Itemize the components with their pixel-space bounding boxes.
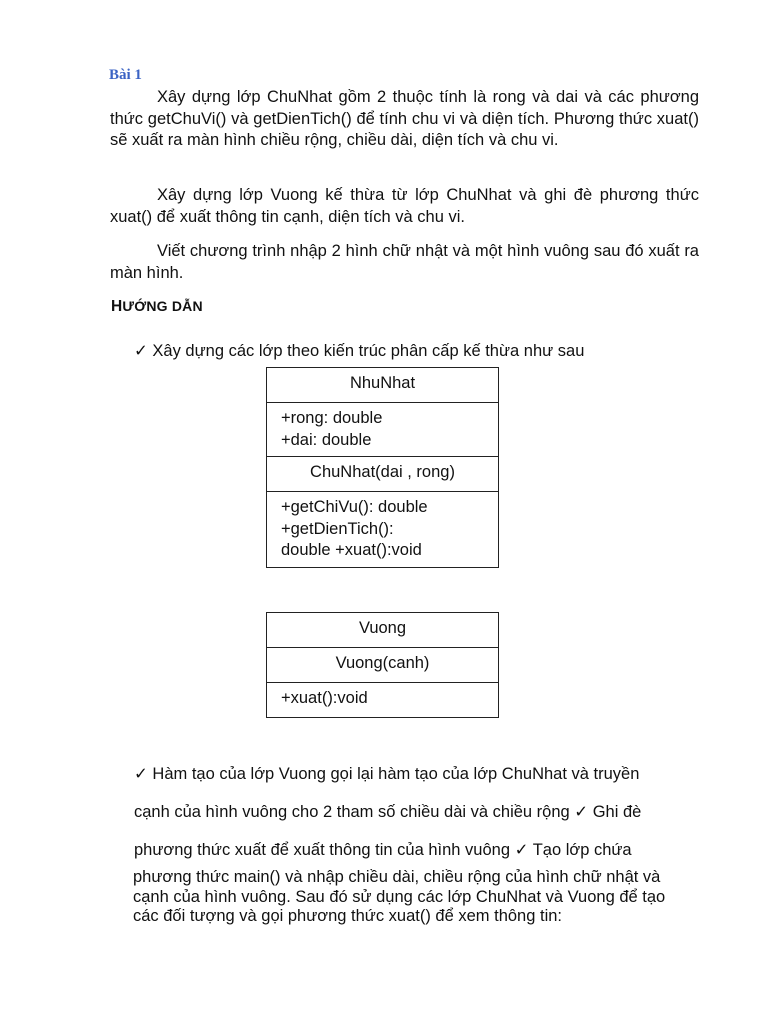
uml-attribute: +dai: double	[281, 430, 372, 449]
paragraph-1	[110, 87, 699, 152]
paragraph-2	[110, 185, 699, 228]
uml-attributes	[267, 402, 498, 456]
uml-method: +getDienTich():	[281, 519, 394, 538]
uml-class-chunhat	[266, 367, 499, 568]
final-paragraph: phương thức main() và nhập chiều dài, chiều rộng của hình chữ nhật và cạnh của hình vuông. Sau đó sử dụng các lớp ChuNhat và Vuong để tạo các đối tượng và gọi phương thức xuat() để xem thông tin:	[133, 868, 666, 925]
uml-class-name: NhuNhat	[349, 374, 416, 392]
section-heading	[111, 298, 203, 316]
paragraph-2-text: Xây dựng lớp Vuong kế thừa từ lớp ChuNhat và ghi đè phương thức xuat() để xuất thông tin cạnh, diện tích và chu vi.	[110, 186, 699, 226]
uml-method: double +xuat():void	[281, 541, 422, 559]
uml-class-vuong	[266, 612, 499, 718]
paragraph-1-text: Xây dựng lớp ChuNhat gồm 2 thuộc tính là rong và dai và các phương thức getChuVi() và getDienTich() để tính chu vi và diện tích. Phương thức xuat() sẽ xuất ra màn hình chiều rộng, chiều dài, diện tích và chu vi.	[110, 88, 699, 149]
note-line-3: phương thức xuất để xuất thông tin của hình vuông ✓ Tạo lớp chứa	[134, 841, 632, 859]
note-line-2: cạnh của hình vuông cho 2 tham số chiều dài và chiều rộng ✓ Ghi đè	[134, 803, 642, 821]
uml-method: +xuat():void	[281, 689, 368, 707]
uml-methods	[267, 682, 498, 717]
uml-attribute: +rong: double	[281, 409, 383, 427]
uml-methods	[267, 491, 498, 567]
note-line-1: ✓ Hàm tạo của lớp Vuong gọi lại hàm tạo của lớp ChuNhat và truyền	[134, 765, 640, 783]
section-heading-initial: H	[111, 298, 123, 315]
paragraph-3-text: Viết chương trình nhập 2 hình chữ nhật và một hình vuông sau đó xuất ra màn hình.	[110, 242, 699, 282]
uml-constructor: Vuong(canh)	[267, 647, 498, 682]
uml-constructor: ChuNhat(dai , rong)	[267, 456, 498, 491]
exercise-title: Bài 1	[109, 67, 142, 83]
paragraph-3	[110, 241, 699, 284]
uml-class-name: Vuong	[358, 619, 407, 637]
uml-method: +getChiVu(): double	[281, 498, 428, 516]
section-heading-rest: ƯỚNG DẪN	[122, 298, 203, 314]
bullet-class-hierarchy: ✓ Xây dựng các lớp theo kiến trúc phân cấp kế thừa như sau	[134, 342, 585, 360]
